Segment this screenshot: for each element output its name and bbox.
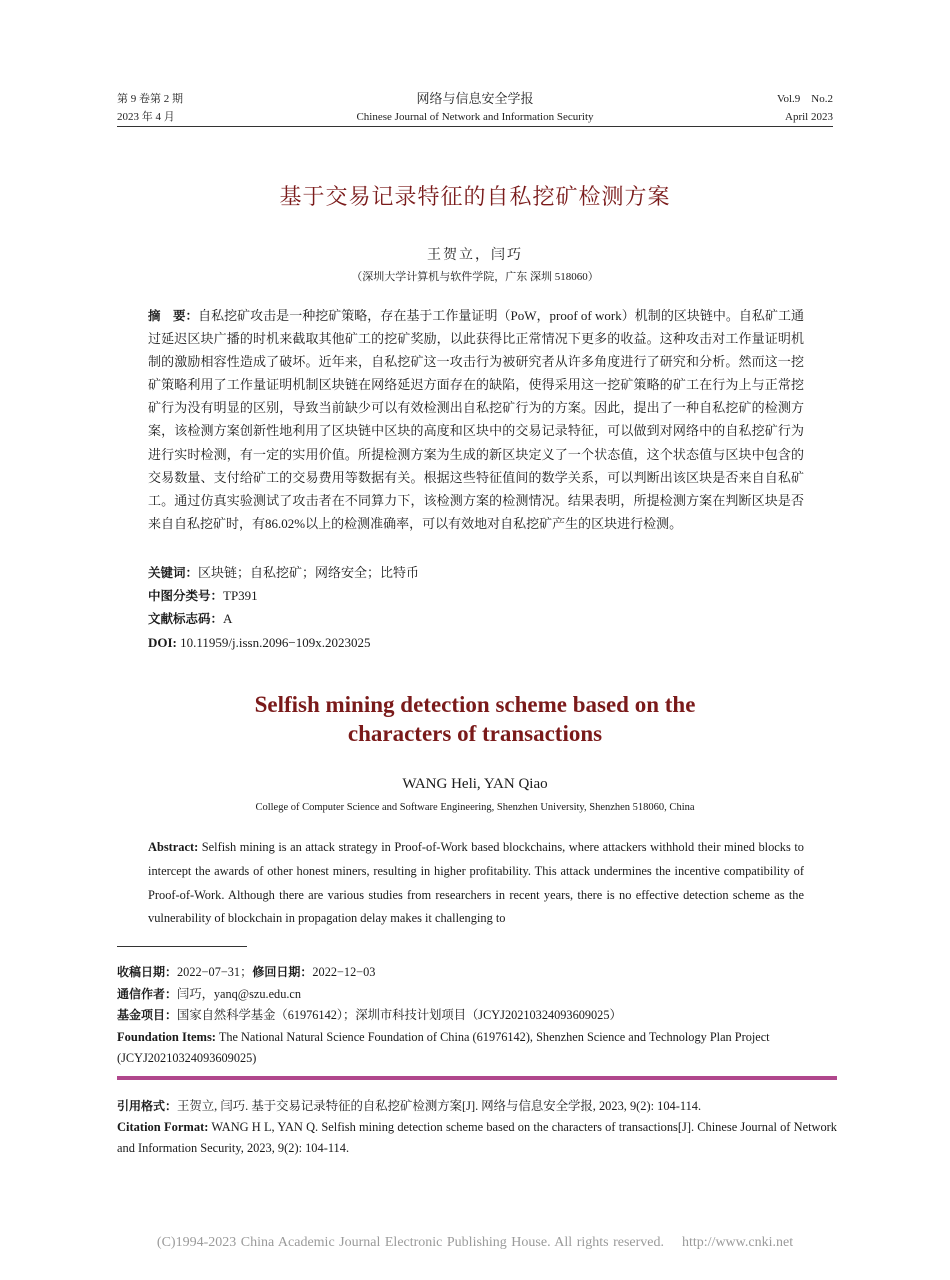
citation-cn-label: 引用格式： <box>117 1099 178 1113</box>
revised-label: 修回日期： <box>252 965 313 979</box>
fund-label: 基金项目： <box>117 1008 178 1022</box>
citation-en-label: Citation Format: <box>117 1120 209 1134</box>
citation-en-text: WANG H L, YAN Q. Selfish mining detection scheme based on the characters of transactions[J]. Chinese Journal of Network and Information Security, 2023, 9(2): 104-114. <box>117 1120 837 1155</box>
dates <box>117 962 833 983</box>
funding-cn <box>117 1005 833 1026</box>
citation-divider <box>117 1076 837 1080</box>
doi-text[interactable]: 10.11959/j.issn.2096−109x.2023025 <box>180 635 371 650</box>
abstract-label-en: Abstract: <box>148 840 199 854</box>
issue-volume: 第 9 卷第 2 期 <box>117 93 183 105</box>
corresponding-text[interactable]: 闫巧，yanq@szu.edu.cn <box>177 987 302 1001</box>
received-date: 2022−07−31； <box>177 965 253 979</box>
fund-en-label: Foundation Items: <box>117 1030 216 1044</box>
journal-name-en: Chinese Journal of Network and Information Security <box>356 111 594 123</box>
affiliation-cn: （深圳大学计算机与软件学院，广东 深圳 518060） <box>351 271 599 283</box>
keywords-label: 关键词： <box>148 565 199 580</box>
abstract-label-cn: 摘 要： <box>148 308 199 323</box>
copyright-watermark <box>0 1235 950 1251</box>
paper-title-en-line2: characters of transactions <box>347 721 603 746</box>
authors-cn: 王贺立，闫巧 <box>427 248 523 263</box>
corresponding-author <box>117 984 833 1005</box>
keywords-text: 区块链；自私挖矿；网络安全；比特币 <box>198 565 420 580</box>
journal-name <box>300 90 650 126</box>
copyright-text: (C)1994-2023 China Academic Journal Electronic Publishing House. All rights reserved. <box>156 1235 664 1250</box>
citation-cn-text: 王贺立, 闫巧. 基于交易记录特征的自私挖矿检测方案[J]. 网络与信息安全学报, 2023, 9(2): 104-114. <box>177 1099 702 1113</box>
doi-label: DOI: <box>148 635 177 650</box>
citation-cn <box>117 1096 837 1117</box>
paper-title-en <box>100 690 850 748</box>
clc-number <box>148 585 804 607</box>
authors-en: WANG Heli, YAN Qiao <box>402 776 548 792</box>
doi <box>148 632 804 654</box>
abstract-cn <box>148 304 804 535</box>
clc-label: 中图分类号： <box>148 588 224 603</box>
abstract-en <box>148 836 804 931</box>
document-code-label: 文献标志码： <box>148 611 224 626</box>
corresponding-label: 通信作者： <box>117 987 178 1001</box>
footnote-divider <box>117 946 247 947</box>
header-divider <box>117 126 833 127</box>
document-code-text: A <box>223 611 233 626</box>
abstract-text-en: Selfish mining is an attack strategy in Proof-of-Work based blockchains, where attackers withhold their mined blocks to intercept the awards of other honest miners, resulting in higher profitability. This attack undermines the incentive compatibility of Proof-of-Work. Although there are various studies from researchers in recent years, there is no effective detection scheme as the vulnerability of blockchain in propagation delay makes it challenging to <box>148 840 804 926</box>
journal-name-cn: 网络与信息安全学报 <box>416 91 534 106</box>
abstract-text-cn: 自私挖矿攻击是一种挖矿策略，存在基于工作量证明（PoW，proof of work）机制的区块链中。自私矿工通过延迟区块广播的时机来截取其他矿工的挖矿奖励，以此获得比正常情况下更多的收益。这种攻击对工作量证明机制的激励相容性造成了破坏。近年来，自私挖矿这一攻击行为被研究者从许多角度进行了研究和分析。然而这一挖矿策略利用了工作量证明机制区块链在网络延迟方面存在的缺陷，使得采用这一挖矿策略的矿工在行为上与正常挖矿行为没有明显的区别，导致当前缺少可以有效检测出自私挖矿行为的方案。因此，提出了一种自私挖矿的检测方案，该检测方案创新性地利用了区块链中区块的高度和区块中的交易记录特征，可以做到对网络中的自私挖矿行为进行实时检测，有一定的实用价值。所提检测方案为生成的新区块定义了一个状态值，这个状态值与区块中包含的交易数量、支付给矿工的交易费用等数据有关。根据这些特征值间的数学关系，可以判断出该区块是否来自自私矿工。通过仿真实验测试了攻击者在不同算力下，该检测方案的检测情况。结果表明，所提检测方案在判断区块是否来自自私挖矿时，有86.02%以上的检测准确率，可以有效地对自私挖矿产生的区块进行检测。 <box>148 308 804 531</box>
issue-volume-en: Vol.9 No.2 <box>776 93 833 105</box>
funding-en <box>117 1027 833 1069</box>
clc-text: TP391 <box>223 588 258 603</box>
fund-text: 国家自然科学基金（61976142）；深圳市科技计划项目（JCYJ20210324093609025） <box>177 1008 622 1022</box>
paper-title-cn: 基于交易记录特征的自私挖矿检测方案 <box>279 185 671 210</box>
issue-info <box>117 90 183 126</box>
revised-date: 2022−12−03 <box>312 965 376 979</box>
fund-en-text: The National Natural Science Foundation of China (61976142), Shenzhen Science and Technology Plan Project (JCYJ20210324093609025) <box>117 1030 770 1065</box>
cnki-url[interactable]: http://www.cnki.net <box>682 1235 794 1250</box>
document-code <box>148 608 804 630</box>
issue-date-en: April 2023 <box>785 111 833 123</box>
issue-date-cn: 2023 年 4 月 <box>117 111 175 123</box>
issue-info-en <box>777 90 833 126</box>
received-label: 收稿日期： <box>117 965 178 979</box>
affiliation-en: College of Computer Science and Software Engineering, Shenzhen University, Shenzhen 518060, China <box>255 802 695 813</box>
citation-en <box>117 1117 837 1159</box>
paper-title-en-line1: Selfish mining detection scheme based on the <box>254 692 696 717</box>
keywords-cn <box>148 562 804 584</box>
